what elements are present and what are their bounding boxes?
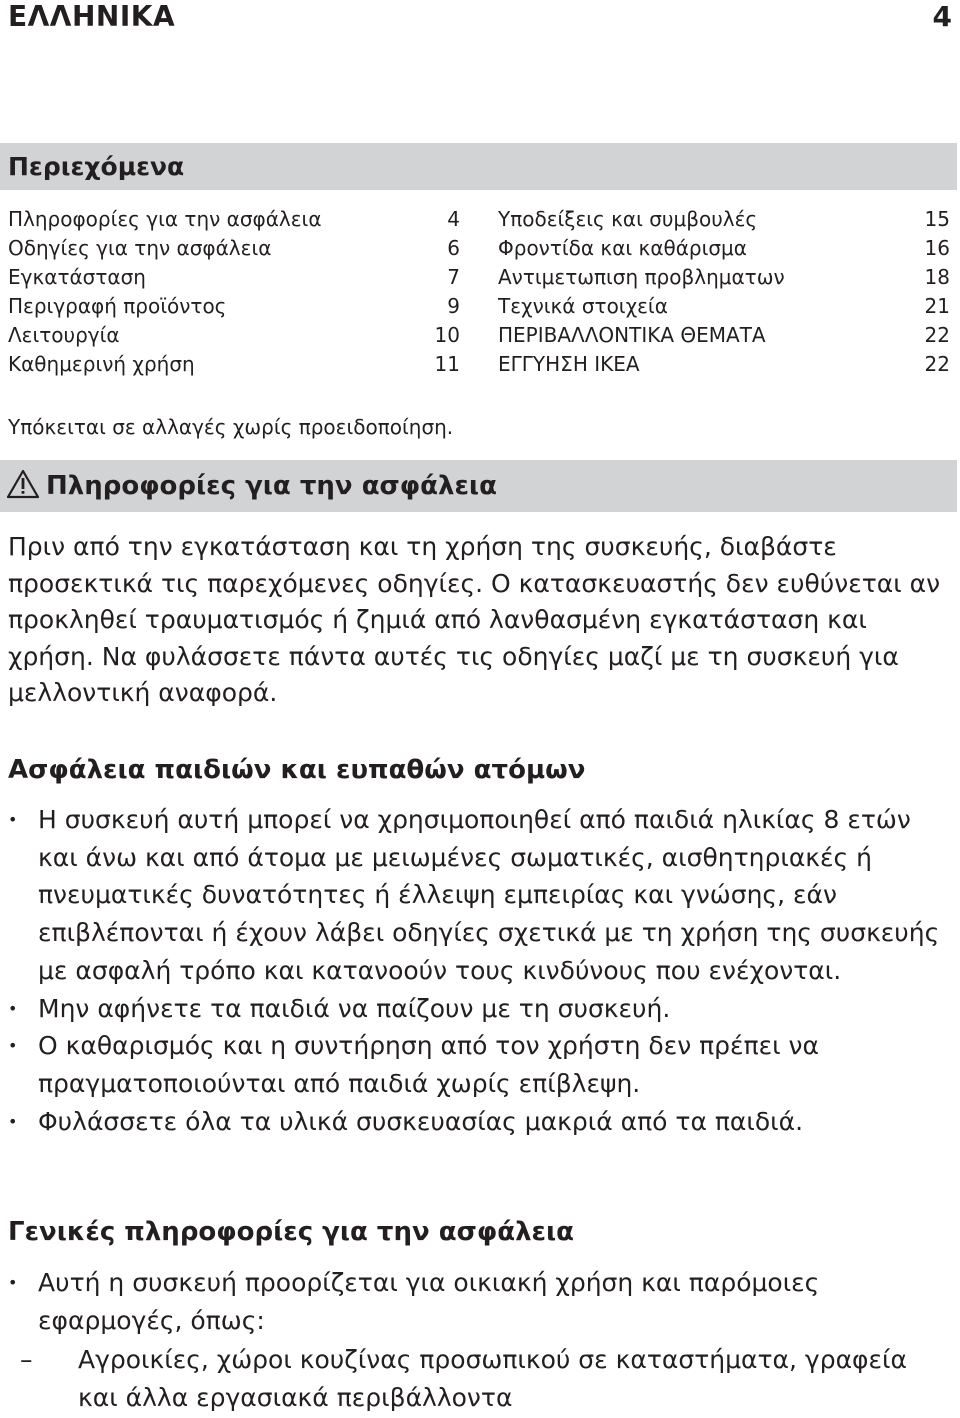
toc-entry [498, 205, 950, 234]
bullet-marker: • [8, 1273, 18, 1292]
toc-entry [8, 205, 460, 234]
toc-entry-label: Πληροφορίες για την ασφάλεια [8, 207, 322, 231]
children-safety-heading: Ασφάλεια παιδιών και ευπαθών ατόμων [8, 755, 586, 785]
toc-entry-page: 22 [924, 352, 950, 376]
general-safety-heading: Γενικές πληροφορίες για την ασφάλεια [8, 1217, 575, 1247]
toc-entry-page: 7 [447, 265, 460, 289]
list-item-text: Φυλάσσετε όλα τα υλικά συσκευασίας μακριά από τα παιδιά. [38, 1106, 804, 1136]
general-safety-list [8, 1264, 953, 1339]
toc-entry [498, 292, 950, 321]
bullet-marker: • [8, 998, 18, 1018]
list-item-text: Ο καθαρισμός και η συντήρηση από τον χρήστη δεν πρέπει να πραγματοποιούνται από παιδιά χωρίς επίβλεψη. [38, 1031, 819, 1098]
list-item [8, 1103, 953, 1141]
toc-entry-page: 10 [434, 323, 460, 347]
dash-marker: – [20, 1345, 33, 1374]
safety-intro-paragraph: Πριν από την εγκατάσταση και τη χρήση της συσκευής, διαβάστε προσεκτικά τις παρεχόμενες οδηγίες. Ο κατασκευαστής δεν ευθύνεται αν προκληθεί τραυματισμός ή ζημιά από λανθασμένη εγκατάσταση και χρήση. Να φυλάσσετε πάντα αυτές τις οδηγίες μαζί με τη συσκευή για μελλοντική αναφορά. [8, 532, 941, 707]
children-safety-list [8, 801, 953, 1140]
toc-entry-label: Υποδείξεις και συμβουλές [498, 207, 758, 231]
toc-entry-page: 21 [924, 294, 950, 318]
list-item [8, 1264, 953, 1339]
toc-entry [498, 321, 950, 350]
toc-entry-page: 22 [924, 323, 950, 347]
list-item [8, 990, 953, 1028]
toc-entry-page: 6 [447, 236, 460, 260]
sub-list-item-text: Αγροικίες, χώροι κουζίνας προσωπικού σε καταστήματα, γραφεία και άλλα εργασιακά περιβάλλοντα [78, 1345, 907, 1412]
toc-entry-page: 15 [924, 207, 950, 231]
toc-entry-label: Τεχνικά στοιχεία [498, 294, 668, 318]
bullet-marker: • [8, 810, 18, 829]
toc-right-column [498, 205, 950, 379]
toc-entry-page: 9 [447, 294, 460, 318]
toc-entry [8, 292, 460, 321]
list-item-text: Η συσκευή αυτή μπορεί να χρησιμοποιηθεί από παιδιά ηλικίας 8 ετών και άνω και από άτομα με μειωμένες σωματικές, αισθητηριακές ή πνευματικές δυνατότητες ή έλλειψη εμπειρίας και γνώσης, εάν επιβλέπονται ή έχουν λάβει οδηγίες σχετικά με τη χρήση της συσκευής με ασφαλή τρόπο και κατανοούν τους κινδύνους που ενέχονται. [38, 805, 940, 985]
change-notice: Υπόκειται σε αλλαγές χωρίς προειδοποίηση. [8, 415, 454, 439]
toc-entry [8, 263, 460, 292]
toc-entry [498, 350, 950, 379]
sub-list-item [20, 1341, 953, 1416]
bullet-marker: • [8, 1036, 18, 1056]
list-item-text: Αυτή η συσκευή προορίζεται για οικιακή χρήση και παρόμοιες εφαρμογές, όπως: [38, 1268, 820, 1335]
header-language: ΕΛΛΗΝΙΚΑ [8, 0, 176, 33]
list-item [8, 801, 953, 990]
toc-entry-label: Εγκατάσταση [8, 265, 146, 289]
toc-left-column [8, 205, 460, 379]
toc-entry [8, 321, 460, 350]
toc-entry-label: ΠΕΡΙΒΑΛΛΟΝΤΙΚΑ ΘΕΜΑΤΑ [498, 323, 766, 347]
toc-entry-page: 11 [434, 352, 460, 376]
toc-entry-page: 16 [924, 236, 950, 260]
toc-entry-label: Φροντίδα και καθάρισμα [498, 236, 747, 260]
toc-entry [498, 263, 950, 292]
warning-triangle-icon [6, 469, 40, 499]
toc-entry [8, 234, 460, 263]
toc-entry-label: Περιγραφή προϊόντος [8, 294, 227, 318]
bullet-marker: • [8, 1111, 18, 1131]
toc-entry-label: Καθημερινή χρήση [8, 352, 195, 376]
toc-entry-page: 18 [924, 265, 950, 289]
toc-entry-label: Οδηγίες για την ασφάλεια [8, 236, 272, 260]
toc-entry [8, 350, 460, 379]
toc-entry-label: Λειτουργία [8, 323, 120, 347]
toc-entry [498, 234, 950, 263]
safety-title: Πληροφορίες για την ασφάλεια [46, 471, 497, 501]
list-item [8, 1027, 953, 1102]
page-number: 4 [932, 0, 952, 33]
toc-entry-label: Αντιμετωπιση προβληματων [498, 265, 785, 289]
list-item-text: Μην αφήνετε τα παιδιά να παίζουν με τη συσκευή. [38, 993, 671, 1023]
toc-entry-page: 4 [447, 207, 460, 231]
toc-title: Περιεχόμενα [8, 152, 185, 181]
toc-entry-label: ΕΓΓΥΗΣΗ IKEA [498, 352, 640, 376]
